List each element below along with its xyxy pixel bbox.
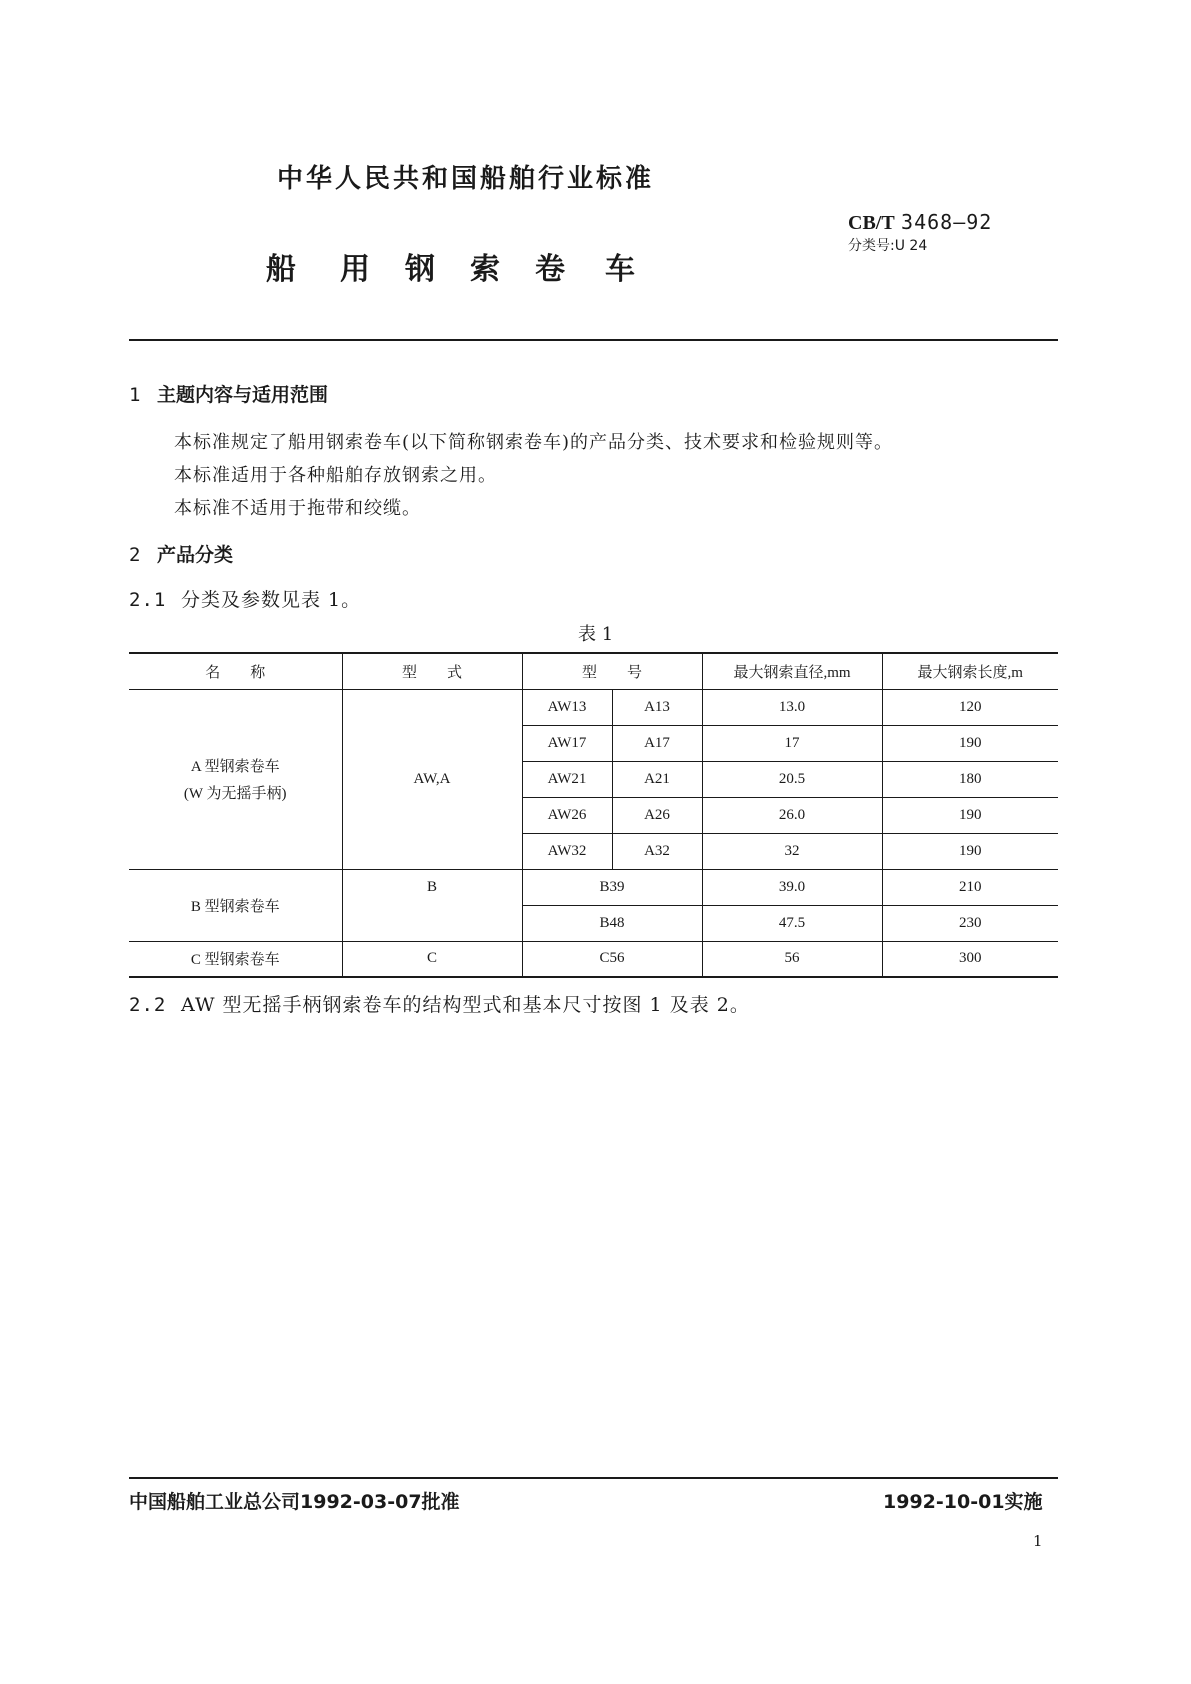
table-row (129, 869, 1058, 905)
page-number: 1 (1033, 1532, 1043, 1550)
approval-line: 中国船舶工业总公司1992-03-07批准 (129, 1491, 460, 1513)
section-heading-1 (129, 380, 328, 407)
title-char: 船 (266, 252, 296, 287)
section-title: 主题内容与适用范围 (157, 384, 329, 406)
section-number: 2 (129, 544, 141, 566)
max-diameter: 26.0 (702, 797, 882, 833)
max-diameter: 39.0 (702, 869, 882, 905)
clause-2-1 (129, 585, 361, 612)
model-c: C56 (522, 941, 702, 977)
max-diameter: 47.5 (702, 905, 882, 941)
type-form-a: AW,A (342, 689, 522, 869)
max-diameter: 13.0 (702, 689, 882, 725)
standard-code (848, 210, 992, 235)
clause-number: 2.1 (129, 589, 167, 611)
max-diameter: 20.5 (702, 761, 882, 797)
max-length: 210 (882, 869, 1058, 905)
clause-text: AW 型无摇手柄钢索卷车的结构型式和基本尺寸按图 1 及表 2。 (181, 994, 750, 1016)
model-a: A32 (612, 833, 702, 869)
max-length: 230 (882, 905, 1058, 941)
model-a: A13 (612, 689, 702, 725)
type-form-c: C (342, 941, 522, 977)
paragraph: 本标准适用于各种船舶存放钢索之用。 (174, 465, 497, 486)
title-char: 卷 (535, 252, 565, 287)
table-header-row (129, 653, 1058, 689)
type-name-c: C 型钢索卷车 (129, 941, 342, 977)
title-char: 用 (340, 252, 370, 287)
max-length: 300 (882, 941, 1058, 977)
max-length: 190 (882, 797, 1058, 833)
implementation-date: 1992-10-01实施 (883, 1491, 1043, 1513)
model-a: A26 (612, 797, 702, 833)
header-rule (129, 339, 1058, 341)
max-diameter: 56 (702, 941, 882, 977)
type-name-b: B 型钢索卷车 (129, 869, 342, 941)
header-diameter: 最大钢索直径,mm (702, 653, 882, 689)
clause-2-2 (129, 990, 750, 1017)
model-aw: AW17 (522, 725, 612, 761)
clause-number: 2.2 (129, 994, 167, 1016)
type-name-line: A 型钢索卷车 (190, 759, 280, 775)
standard-prefix: CB/T (848, 212, 895, 234)
header-model: 型 号 (522, 653, 702, 689)
max-length: 120 (882, 689, 1058, 725)
max-diameter: 17 (702, 725, 882, 761)
table-caption: 表 1 (578, 624, 614, 645)
table-1 (129, 652, 1058, 978)
section-heading-2 (129, 540, 233, 567)
max-length: 180 (882, 761, 1058, 797)
type-form-b: B (342, 869, 522, 941)
header-form: 型 式 (342, 653, 522, 689)
model-aw: AW13 (522, 689, 612, 725)
max-diameter: 32 (702, 833, 882, 869)
model-aw: AW21 (522, 761, 612, 797)
model-a: A21 (612, 761, 702, 797)
paragraph: 本标准不适用于拖带和绞缆。 (174, 498, 421, 519)
clause-text: 分类及参数见表 1。 (181, 589, 362, 611)
paragraph: 本标准规定了船用钢索卷车(以下简称钢索卷车)的产品分类、技术要求和检验规则等。 (174, 432, 894, 453)
type-name-a (129, 689, 342, 869)
issuing-authority: 中华人民共和国船舶行业标准 (277, 164, 655, 194)
max-length: 190 (882, 725, 1058, 761)
title-char: 钢 (405, 252, 435, 287)
title-char: 车 (605, 252, 635, 287)
table-row (129, 941, 1058, 977)
section-title: 产品分类 (157, 544, 234, 566)
model-aw: AW32 (522, 833, 612, 869)
section-number: 1 (129, 384, 141, 406)
model-b: B39 (522, 869, 702, 905)
model-b: B48 (522, 905, 702, 941)
type-name-note: (W 为无摇手柄) (183, 786, 287, 802)
header-length: 最大钢索长度,m (882, 653, 1058, 689)
header-name: 名 称 (129, 653, 342, 689)
title-char: 索 (470, 252, 500, 287)
table-row (129, 689, 1058, 725)
footer-rule (129, 1477, 1058, 1479)
max-length: 190 (882, 833, 1058, 869)
standard-number: 3468—92 (901, 210, 993, 234)
classification-number: 分类号:U 24 (848, 238, 928, 254)
model-a: A17 (612, 725, 702, 761)
model-aw: AW26 (522, 797, 612, 833)
